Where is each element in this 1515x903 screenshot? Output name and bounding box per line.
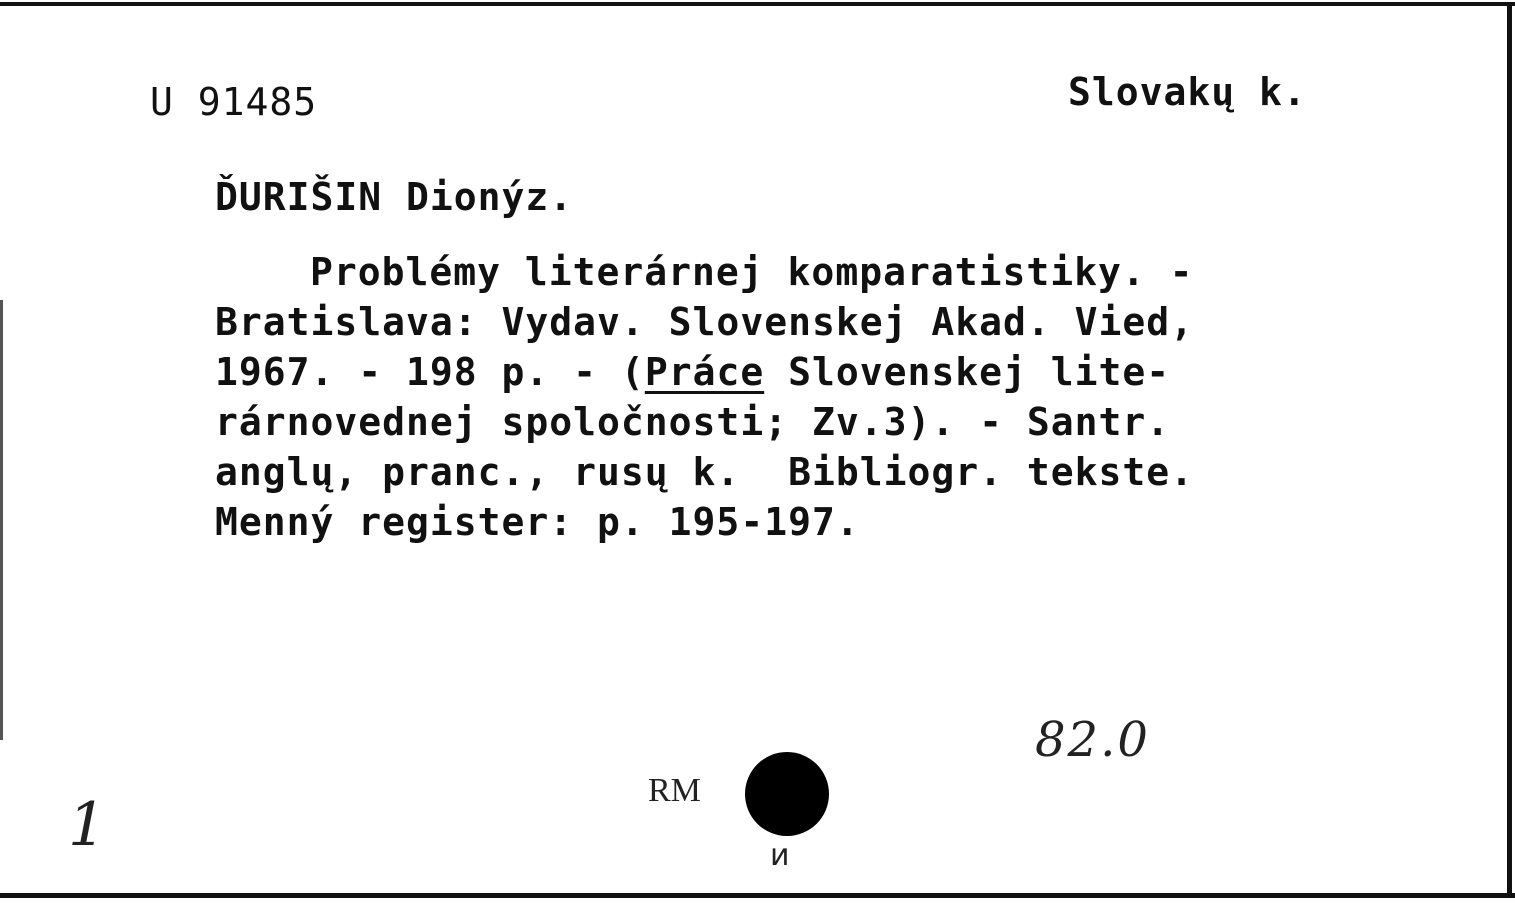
language-note: Slovakų k. xyxy=(1068,70,1307,114)
card-border-left xyxy=(0,300,3,740)
description-line-3-end: Slovenskej lite- xyxy=(764,350,1171,394)
author-heading: ĎURIŠIN Dionýz. xyxy=(215,175,574,219)
description-line-5: anglų, pranc., rusų k. Bibliogr. tekste. xyxy=(215,450,1194,494)
description-line-4: rárnovednej spoločnosti; Zv.3). - Santr. xyxy=(215,400,1171,444)
description-line-6: Menný register: p. 195-197. xyxy=(215,500,860,544)
description-line-1: Problémy literárnej komparatistiky. - xyxy=(310,250,1194,294)
description-line-2: Bratislava: Vydav. Slovenskej Akad. Vied, xyxy=(215,300,1194,344)
call-number: U 91485 xyxy=(150,80,318,124)
corner-handwritten-mark: 1 xyxy=(68,790,107,860)
classification-number: 82.0 xyxy=(1035,712,1150,768)
description-line-3-start: 1967. - 198 p. - ( xyxy=(215,350,645,394)
card-border-bottom xyxy=(0,893,1515,898)
series-title-underlined: Práce xyxy=(644,350,765,394)
stamp-initials: RM xyxy=(648,772,701,809)
mark-below-stamp: и xyxy=(770,838,790,873)
card-border-top xyxy=(0,2,1515,6)
card-border-right xyxy=(1507,2,1512,898)
description-line-3 xyxy=(215,350,1170,394)
punch-hole-icon xyxy=(745,752,829,836)
